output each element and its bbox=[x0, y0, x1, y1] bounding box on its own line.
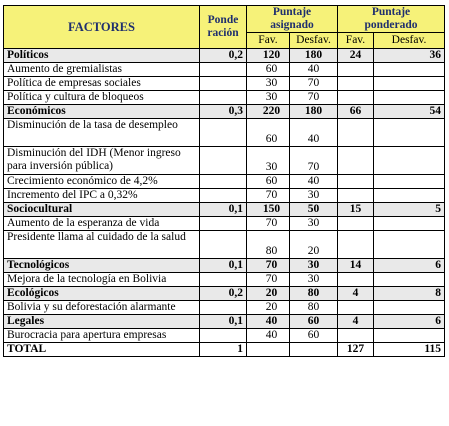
asignado-fav-cell: 40 bbox=[247, 329, 290, 343]
ponderado-desfav-cell bbox=[374, 189, 445, 203]
asignado-fav-cell: 60 bbox=[247, 175, 290, 189]
ponderado-fav-cell bbox=[338, 217, 374, 231]
header-ponderado-fav: Fav. bbox=[338, 33, 374, 49]
ponderado-fav-cell: 4 bbox=[338, 287, 374, 301]
factor-label: Políticos bbox=[4, 49, 200, 63]
ponderacion-cell: 0,2 bbox=[200, 287, 247, 301]
asignado-desfav-cell: 20 bbox=[290, 231, 338, 259]
table-row bbox=[4, 217, 445, 231]
asignado-fav-cell: 80 bbox=[247, 231, 290, 259]
asignado-fav-cell: 70 bbox=[247, 259, 290, 273]
factores-table bbox=[3, 5, 445, 357]
asignado-fav-cell: 60 bbox=[247, 119, 290, 147]
ponderacion-cell bbox=[200, 147, 247, 175]
table-row bbox=[4, 63, 445, 77]
asignado-desfav-cell: 30 bbox=[290, 217, 338, 231]
category-row bbox=[4, 259, 445, 273]
table-row bbox=[4, 329, 445, 343]
ponderado-fav-cell: 14 bbox=[338, 259, 374, 273]
ponderacion-cell bbox=[200, 77, 247, 91]
asignado-desfav-cell: 180 bbox=[290, 105, 338, 119]
total-row bbox=[4, 343, 445, 357]
asignado-desfav-cell: 40 bbox=[290, 175, 338, 189]
factor-label: TOTAL bbox=[4, 343, 200, 357]
ponderado-desfav-cell bbox=[374, 217, 445, 231]
asignado-fav-cell: 40 bbox=[247, 315, 290, 329]
asignado-fav-cell: 60 bbox=[247, 63, 290, 77]
table-row bbox=[4, 147, 445, 175]
asignado-desfav-cell bbox=[290, 343, 338, 357]
header-puntaje-ponderado bbox=[338, 6, 445, 33]
ponderado-fav-cell bbox=[338, 119, 374, 147]
ponderacion-cell bbox=[200, 301, 247, 315]
ponderado-fav-cell bbox=[338, 77, 374, 91]
ponderacion-cell bbox=[200, 91, 247, 105]
factor-label: Tecnológicos bbox=[4, 259, 200, 273]
ponderacion-cell: 0,1 bbox=[200, 315, 247, 329]
ponderado-desfav-cell bbox=[374, 119, 445, 147]
ponderado-desfav-cell: 54 bbox=[374, 105, 445, 119]
ponderado-desfav-cell: 6 bbox=[374, 315, 445, 329]
factor-label: Aumento de la esperanza de vida bbox=[4, 217, 200, 231]
ponderado-fav-cell: 4 bbox=[338, 315, 374, 329]
asignado-fav-cell: 70 bbox=[247, 189, 290, 203]
header-ponderacion bbox=[200, 6, 247, 49]
header-asignado-line2: asignado bbox=[270, 19, 314, 31]
factor-label: Crecimiento económico de 4,2% bbox=[4, 175, 200, 189]
ponderado-fav-cell bbox=[338, 175, 374, 189]
header-ponderacion-line1: Ponde bbox=[207, 14, 239, 26]
ponderado-desfav-cell bbox=[374, 175, 445, 189]
asignado-fav-cell: 30 bbox=[247, 147, 290, 175]
table-row bbox=[4, 189, 445, 203]
ponderado-fav-cell bbox=[338, 91, 374, 105]
factor-label: Aumento de gremialistas bbox=[4, 63, 200, 77]
ponderado-fav-cell bbox=[338, 273, 374, 287]
ponderacion-cell bbox=[200, 217, 247, 231]
ponderacion-cell bbox=[200, 63, 247, 77]
asignado-desfav-cell: 180 bbox=[290, 49, 338, 63]
category-row bbox=[4, 287, 445, 301]
factores-table-wrapper bbox=[3, 5, 445, 357]
ponderacion-cell bbox=[200, 329, 247, 343]
table-row bbox=[4, 91, 445, 105]
header-asignado-fav: Fav. bbox=[247, 33, 290, 49]
category-row bbox=[4, 315, 445, 329]
factor-label: Disminución de la tasa de desempleo bbox=[4, 119, 200, 147]
ponderacion-cell: 0,3 bbox=[200, 105, 247, 119]
factor-label: Económicos bbox=[4, 105, 200, 119]
asignado-fav-cell: 70 bbox=[247, 217, 290, 231]
ponderado-desfav-cell bbox=[374, 147, 445, 175]
factor-label: Sociocultural bbox=[4, 203, 200, 217]
asignado-desfav-cell: 40 bbox=[290, 119, 338, 147]
ponderado-desfav-cell: 5 bbox=[374, 203, 445, 217]
table-row bbox=[4, 301, 445, 315]
ponderado-desfav-cell bbox=[374, 231, 445, 259]
factor-label: Política de empresas sociales bbox=[4, 77, 200, 91]
ponderado-fav-cell: 24 bbox=[338, 49, 374, 63]
category-row bbox=[4, 105, 445, 119]
header-ponderacion-line2: ración bbox=[207, 27, 239, 39]
factor-label: Bolivia y su deforestación alarmante bbox=[4, 301, 200, 315]
category-row bbox=[4, 203, 445, 217]
factor-label: Política y cultura de bloqueos bbox=[4, 91, 200, 105]
ponderado-desfav-cell bbox=[374, 329, 445, 343]
ponderacion-cell bbox=[200, 175, 247, 189]
table-row bbox=[4, 273, 445, 287]
ponderado-fav-cell bbox=[338, 231, 374, 259]
asignado-fav-cell: 150 bbox=[247, 203, 290, 217]
ponderacion-cell bbox=[200, 119, 247, 147]
asignado-fav-cell: 120 bbox=[247, 49, 290, 63]
table-row bbox=[4, 231, 445, 259]
asignado-desfav-cell: 40 bbox=[290, 63, 338, 77]
asignado-desfav-cell: 60 bbox=[290, 329, 338, 343]
asignado-desfav-cell: 30 bbox=[290, 259, 338, 273]
factor-label: Disminución del IDH (Menor ingreso para inversión pública) bbox=[4, 147, 200, 175]
ponderado-desfav-cell bbox=[374, 63, 445, 77]
asignado-fav-cell: 20 bbox=[247, 301, 290, 315]
asignado-desfav-cell: 70 bbox=[290, 147, 338, 175]
asignado-desfav-cell: 30 bbox=[290, 189, 338, 203]
asignado-desfav-cell: 70 bbox=[290, 77, 338, 91]
ponderacion-cell bbox=[200, 189, 247, 203]
ponderado-fav-cell bbox=[338, 147, 374, 175]
ponderado-desfav-cell bbox=[374, 91, 445, 105]
header-factores: FACTORES bbox=[4, 6, 200, 49]
ponderado-desfav-cell bbox=[374, 301, 445, 315]
ponderacion-cell: 1 bbox=[200, 343, 247, 357]
ponderacion-cell bbox=[200, 273, 247, 287]
factor-label: Presidente llama al cuidado de la salud bbox=[4, 231, 200, 259]
factor-label: Burocracia para apertura empresas bbox=[4, 329, 200, 343]
asignado-desfav-cell: 30 bbox=[290, 273, 338, 287]
category-row bbox=[4, 49, 445, 63]
ponderado-fav-cell bbox=[338, 63, 374, 77]
table-row bbox=[4, 175, 445, 189]
asignado-desfav-cell: 80 bbox=[290, 287, 338, 301]
asignado-desfav-cell: 70 bbox=[290, 91, 338, 105]
factor-label: Mejora de la tecnología en Bolivia bbox=[4, 273, 200, 287]
asignado-fav-cell: 220 bbox=[247, 105, 290, 119]
header-ponderado-line1: Puntaje bbox=[371, 6, 411, 18]
ponderado-desfav-cell: 8 bbox=[374, 287, 445, 301]
ponderado-fav-cell bbox=[338, 301, 374, 315]
factores-table-body bbox=[4, 49, 445, 357]
ponderacion-cell: 0,1 bbox=[200, 203, 247, 217]
ponderado-desfav-cell: 115 bbox=[374, 343, 445, 357]
ponderado-fav-cell: 127 bbox=[338, 343, 374, 357]
ponderacion-cell: 0,2 bbox=[200, 49, 247, 63]
ponderado-desfav-cell: 6 bbox=[374, 259, 445, 273]
ponderacion-cell bbox=[200, 231, 247, 259]
header-ponderado-line2: ponderado bbox=[364, 19, 418, 31]
ponderado-desfav-cell bbox=[374, 273, 445, 287]
asignado-desfav-cell: 80 bbox=[290, 301, 338, 315]
ponderado-desfav-cell: 36 bbox=[374, 49, 445, 63]
asignado-desfav-cell: 50 bbox=[290, 203, 338, 217]
asignado-fav-cell: 70 bbox=[247, 273, 290, 287]
ponderado-fav-cell bbox=[338, 189, 374, 203]
ponderado-desfav-cell bbox=[374, 77, 445, 91]
ponderado-fav-cell: 66 bbox=[338, 105, 374, 119]
asignado-desfav-cell: 60 bbox=[290, 315, 338, 329]
asignado-fav-cell: 30 bbox=[247, 77, 290, 91]
factor-label: Legales bbox=[4, 315, 200, 329]
header-asignado-line1: Puntaje bbox=[272, 6, 312, 18]
header-ponderado-desfav: Desfav. bbox=[374, 33, 445, 49]
ponderado-fav-cell bbox=[338, 329, 374, 343]
ponderado-fav-cell: 15 bbox=[338, 203, 374, 217]
asignado-fav-cell: 30 bbox=[247, 91, 290, 105]
asignado-fav-cell: 20 bbox=[247, 287, 290, 301]
factor-label: Ecológicos bbox=[4, 287, 200, 301]
table-row bbox=[4, 119, 445, 147]
header-puntaje-asignado bbox=[247, 6, 338, 33]
table-row bbox=[4, 77, 445, 91]
header-asignado-desfav: Desfav. bbox=[290, 33, 338, 49]
factor-label: Incremento del IPC a 0,32% bbox=[4, 189, 200, 203]
asignado-fav-cell bbox=[247, 343, 290, 357]
ponderacion-cell: 0,1 bbox=[200, 259, 247, 273]
